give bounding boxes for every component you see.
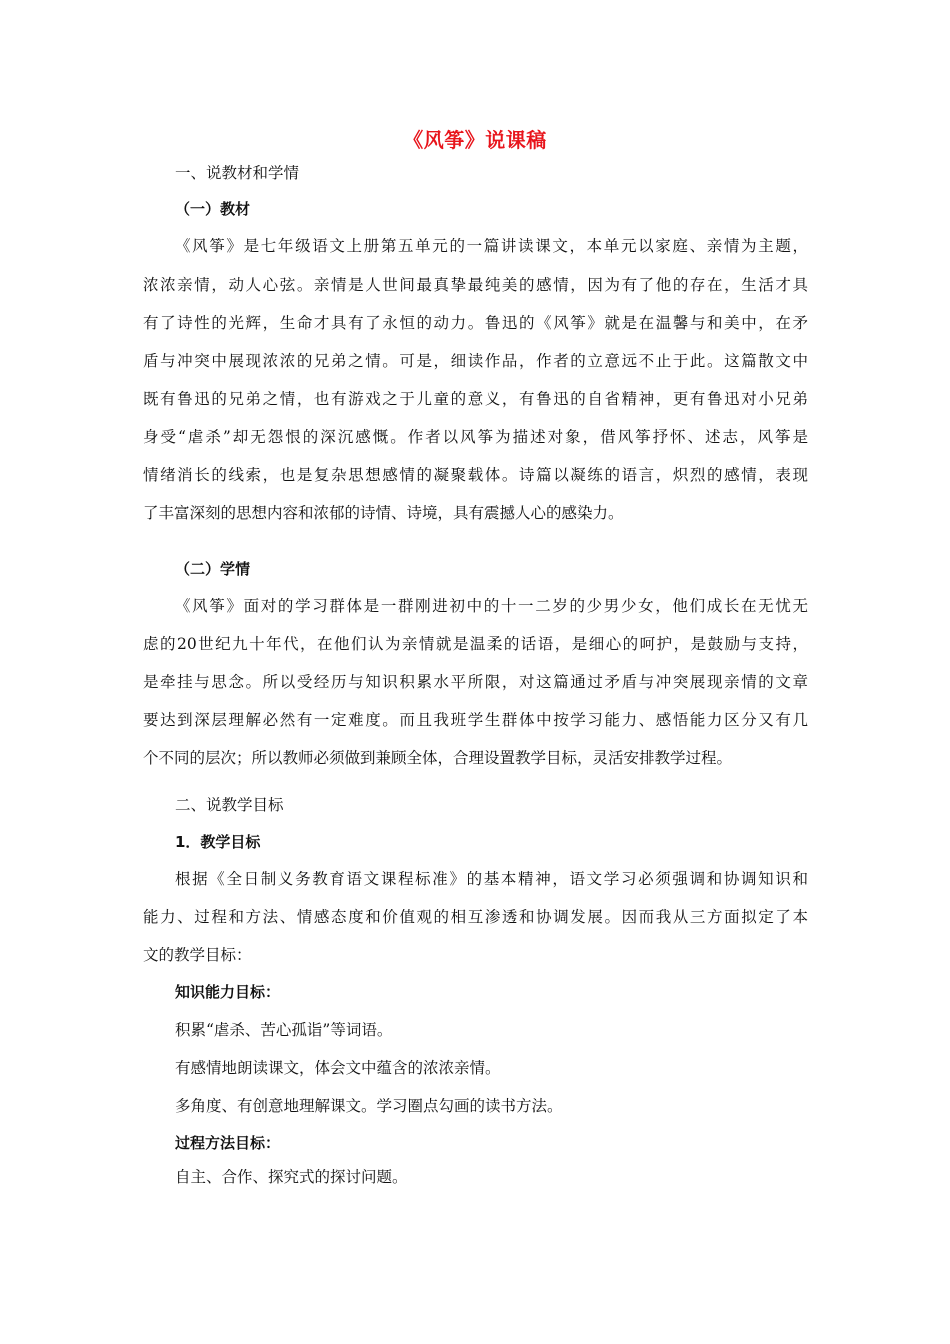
paragraph-line: 《风筝》面对的学习群体是一群刚进初中的十一二岁的少男少女，他们成长在无忧无	[175, 597, 808, 615]
subsection-heading-textbook: （一）教材	[175, 200, 251, 218]
paragraph-line: 有了诗性的光辉，生命才具有了永恒的动力。鲁迅的《风筝》就是在温馨与和美中，在矛	[143, 314, 808, 332]
goal-item: 自主、合作、探究式的探讨问题。	[175, 1168, 408, 1186]
paragraph-line: 能力、过程和方法、情感态度和价值观的相互渗透和协调发展。因而我从三方面拟定了本	[143, 908, 808, 926]
goal-item: 有感情地朗读课文，体会文中蕴含的浓浓亲情。	[175, 1059, 501, 1077]
document-title: 《风筝》说课稿	[403, 128, 547, 152]
paragraph-line: 虑的20世纪九十年代，在他们认为亲情就是温柔的话语，是细心的呵护，是鼓励与支持，	[143, 635, 808, 653]
knowledge-goal-heading: 知识能力目标：	[175, 983, 281, 1001]
process-goal-heading: 过程方法目标：	[175, 1134, 281, 1152]
paragraph-line: 根据《全日制义务教育语文课程标准》的基本精神，语文学习必须强调和协调知识和	[175, 870, 808, 888]
goal-item: 积累“虐杀、苦心孤诣”等词语。	[175, 1021, 393, 1039]
paragraph-line: 浓浓亲情，动人心弦。亲情是人世间最真挚最纯美的感情，因为有了他的存在，生活才具	[143, 276, 808, 294]
section-heading-1: 一、说教材和学情	[175, 164, 300, 182]
section-heading-2: 二、说教学目标	[175, 796, 284, 814]
subsection-heading-goals: 1．教学目标	[175, 833, 261, 851]
paragraph-line: 文的教学目标：	[143, 946, 252, 964]
subsection-heading-students: （二）学情	[175, 560, 251, 578]
paragraph-line: 身受“虐杀”却无怨恨的深沉感慨。作者以风筝为描述对象，借风筝抒怀、述志，风筝是	[143, 428, 808, 446]
paragraph-line: 了丰富深刻的思想内容和浓郁的诗情、诗境，具有震撼人心的感染力。	[143, 504, 624, 522]
paragraph-line: 盾与冲突中展现浓浓的兄弟之情。可是，细读作品，作者的立意远不止于此。这篇散文中	[143, 352, 808, 370]
paragraph-line: 个不同的层次；所以教师必须做到兼顾全体，合理设置教学目标，灵活安排教学过程。	[143, 749, 733, 767]
paragraph-line: 是牵挂与思念。所以受经历与知识积累水平所限，对这篇通过矛盾与冲突展现亲情的文章	[143, 673, 808, 691]
goal-item: 多角度、有创意地理解课文。学习圈点勾画的读书方法。	[175, 1097, 563, 1115]
paragraph-line: 要达到深层理解必然有一定难度。而且我班学生群体中按学习能力、感悟能力区分又有几	[143, 711, 808, 729]
paragraph-line: 既有鲁迅的兄弟之情，也有游戏之于儿童的意义，有鲁迅的自省精神，更有鲁迅对小兄弟	[143, 390, 808, 408]
paragraph-line: 《风筝》是七年级语文上册第五单元的一篇讲读课文，本单元以家庭、亲情为主题，	[175, 237, 808, 255]
paragraph-line: 情绪消长的线索，也是复杂思想感情的凝聚载体。诗篇以凝练的语言，炽烈的感情，表现	[143, 466, 808, 484]
